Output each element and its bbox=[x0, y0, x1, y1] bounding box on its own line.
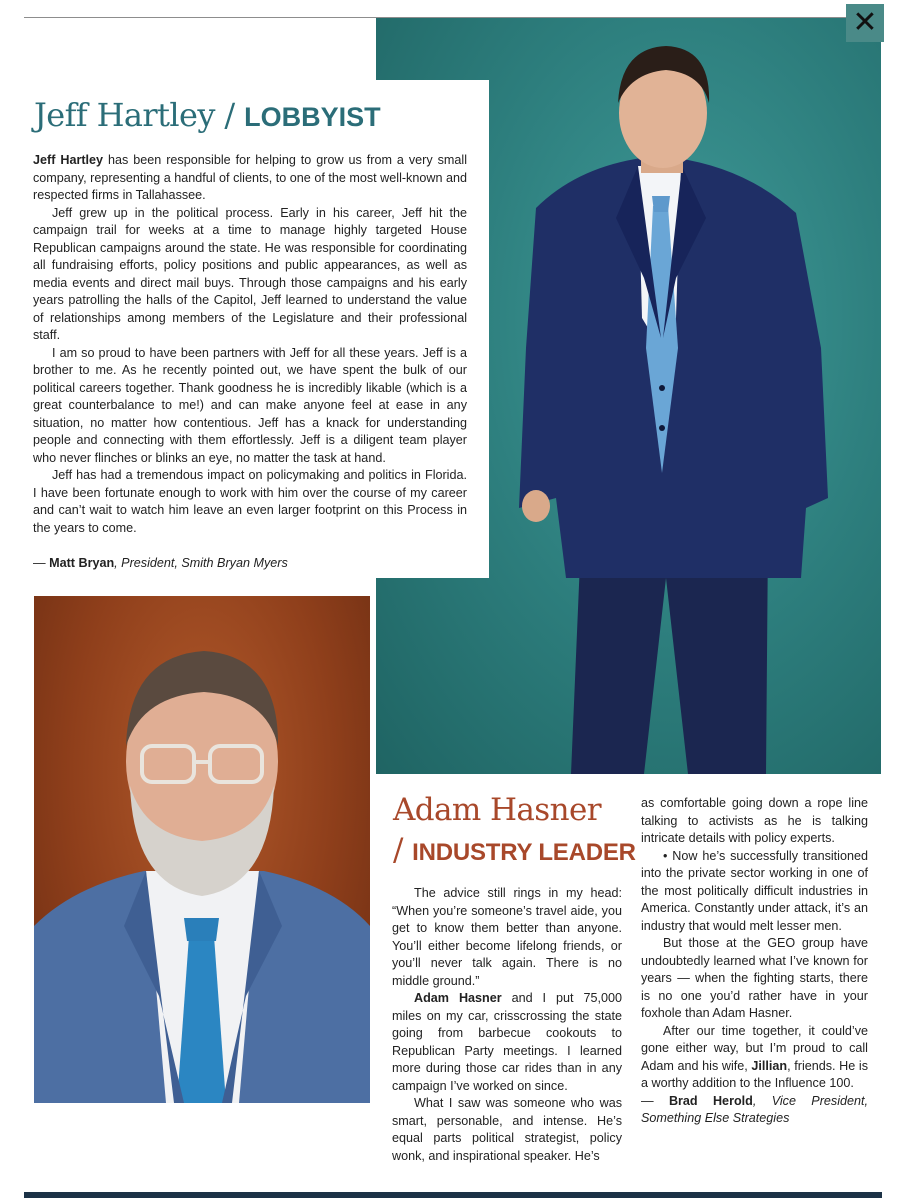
attribution-dash: — bbox=[33, 556, 50, 570]
adam-paragraph-6-b: , friends. He is a worthy addition to the Influence 100. bbox=[641, 1058, 868, 1090]
adam-paragraph-3-continued: as comfortable going down a rope line talking to activists as he is talking intricate details with policy experts. bbox=[641, 796, 868, 845]
bottom-rule bbox=[24, 1192, 882, 1198]
close-button[interactable] bbox=[846, 4, 884, 42]
adam-paragraph-2 bbox=[392, 990, 622, 1095]
jillian-name: Jillian bbox=[751, 1058, 788, 1073]
jeff-article-body bbox=[33, 152, 467, 537]
adam-name: Adam Hasner bbox=[393, 792, 601, 828]
bullet-mark: • bbox=[663, 848, 668, 863]
attribution-name: Brad Herold bbox=[668, 1093, 753, 1108]
attribution-title: , Vice President, Something Else Strategies bbox=[641, 1093, 869, 1125]
attribution-name: Matt Bryan bbox=[49, 556, 115, 570]
jeff-attribution bbox=[33, 556, 288, 570]
jeff-paragraph-3: I am so proud to have been partners with Jeff for all these years. Jeff is a brother to me. As he recently pointed out, we have spent the bulk of our political careers together. Thank goodness he is incredibly likable (which is a great counterbalance to me!) and can make anyone feel at ease in any situation, no matter how contentious. Jeff has a knack for understanding people and connecting with them effortlessly. Jeff is a diligent team player who never flinches or blinks an eye, no matter the task at hand. bbox=[33, 345, 467, 465]
adam-paragraph-6 bbox=[641, 1023, 868, 1093]
adam-paragraph-3: What I saw was someone who was smart, personable, and intense. He’s equal parts political strategist, policy wonk, and inspirational speaker. He’s bbox=[392, 1096, 622, 1163]
jeff-role: LOBBYIST bbox=[244, 102, 381, 132]
jeff-paragraph-1-text: has been responsible for helping to grow us from a very small company, representing a handful of clients, to one of the most well-known and respected firms in Tallahassee. bbox=[33, 153, 467, 202]
adam-portrait-illustration bbox=[34, 596, 370, 1103]
adam-hasner-photo bbox=[34, 596, 370, 1103]
adam-attribution bbox=[641, 1093, 868, 1128]
adam-paragraph-6-a: After our time together, it could’ve gone either way, but I’m proud to call Adam and his wife, bbox=[641, 1023, 868, 1073]
title-separator: / bbox=[393, 832, 413, 868]
adam-hasner-heading bbox=[393, 790, 643, 873]
adam-article-column-2 bbox=[641, 795, 868, 1128]
jeff-paragraph-4: Jeff has had a tremendous impact on policymaking and politics in Florida. I have been fortunate enough to work with him over the course of my career and can’t wait to watch him leave an even larger footprint on this Process in the years to come. bbox=[33, 468, 467, 535]
adam-paragraph-4 bbox=[641, 848, 868, 936]
title-separator: / bbox=[214, 96, 245, 134]
adam-name-bold: Adam Hasner bbox=[414, 991, 502, 1005]
adam-paragraph-2-text: and I put 75,000 miles on my car, crisscrossing the state going from barbecue cookouts to Republican Party meetings. I learned more during those car rides than in any campaign I’ve worked on since. bbox=[392, 991, 622, 1093]
jeff-name: Jeff Hartley bbox=[34, 96, 215, 134]
adam-role: INDUSTRY LEADER bbox=[412, 839, 636, 866]
jeff-paragraph-2: Jeff grew up in the political process. Early in his career, Jeff hit the campaign trail for weeks at a time to manage highly targeted House Republican campaigns around the state. He was responsible for coordinating all fundraising efforts, policy positions and public appearances, as well as media events and direct mail buys. Through those campaigns and his early years patrolling the halls of the Capitol, Jeff learned to understand the value of relationships among members of the Legislature and their professional staff. bbox=[33, 205, 467, 342]
close-icon: ✕ bbox=[852, 5, 878, 40]
jeff-name-bold: Jeff Hartley bbox=[33, 153, 104, 167]
attribution-dash: — bbox=[641, 1093, 669, 1108]
adam-paragraph-4-text: Now he’s successfully transitioned into the private sector working in one of the most politically difficult industries in America. Constantly under attack, it’s an industry that would melt lesser men. bbox=[641, 848, 868, 933]
attribution-title: , President, Smith Bryan Myers bbox=[114, 556, 288, 570]
adam-paragraph-5: But those at the GEO group have undoubtedly learned what I’ve known for years — when the fighting starts, there is no one you’d rather have in your foxhole than Adam Hasner. bbox=[641, 936, 868, 1020]
adam-paragraph-1: The advice still rings in my head: “When you’re someone’s travel aide, you get to know them better than anyone. You’ll either become lifelong friends, or you’ll never talk again. There is no middle ground.” bbox=[392, 886, 622, 988]
jeff-paragraph-1 bbox=[33, 152, 467, 205]
adam-article-column-1 bbox=[392, 885, 622, 1165]
jeff-hartley-heading bbox=[34, 96, 381, 134]
